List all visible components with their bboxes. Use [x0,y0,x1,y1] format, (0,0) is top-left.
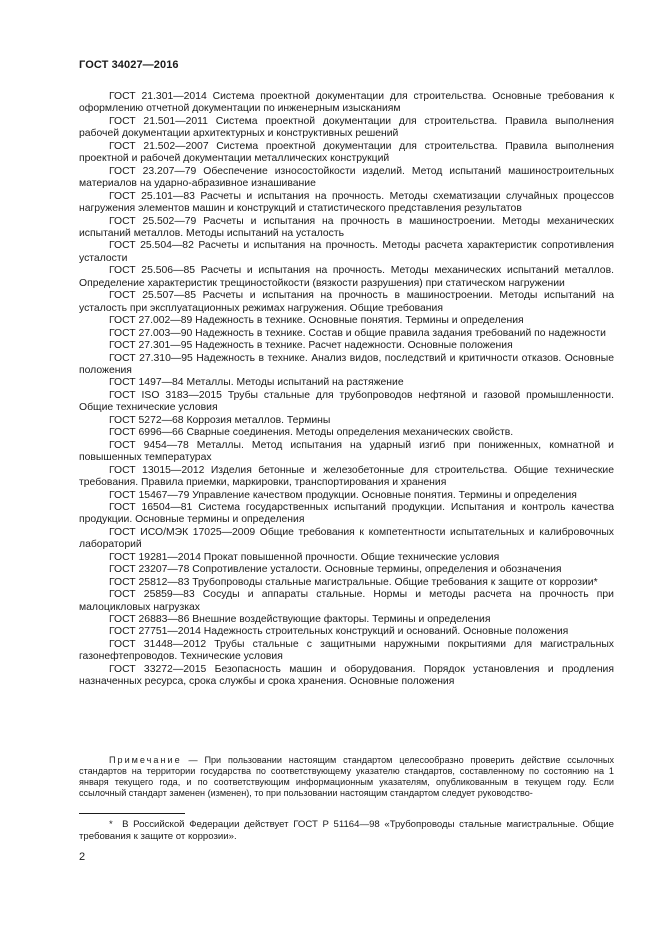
footnote-text: В Российской Федерации действует ГОСТ Р 51164—98 «Трубопроводы стальные магистральные. Общие требования к защите от коррозии». [79,819,614,842]
reference-item: ГОСТ 23207—78 Сопротивление усталости. Основные термины, определения и обозначения [109,564,562,576]
reference-item: ГОСТ 25.507—85 Расчеты и испытания на прочность в машиностроении. Методы испытаний на усталость при эксплуатационных режимах нагружения. Общие требования [79,290,614,314]
note-paragraph [79,755,614,799]
reference-item: ГОСТ 19281—2014 Прокат повышенной прочности. Общие технические условия [109,551,500,563]
reference-item: ГОСТ 6996—66 Сварные соединения. Методы определения механических свойств. [109,427,514,439]
reference-item: ГОСТ ИСО/МЭК 17025—2009 Общие требования к компетентности испытательных и калибровочных лабораторий [79,526,614,551]
reference-item: ГОСТ 9454—78 Металлы. Метод испытания на ударный изгиб при пониженных, комнатной и повышенных температурах [79,439,614,464]
reference-item: ГОСТ 25812—83 Трубопроводы стальные магистральные. Общие требования к защите от коррозии* [109,576,598,588]
reference-item: ГОСТ 33272—2015 Безопасность машин и оборудования. Порядок установления и продления назначенных ресурса, срока службы и срока хранения. Основные положения [79,663,614,688]
note-block [79,755,614,799]
reference-item: ГОСТ 13015—2012 Изделия бетонные и железобетонные для строительства. Общие технические требования. Правила приемки, маркировки, транспортирования и хранения [79,464,614,489]
reference-item: ГОСТ 15467—79 Управление качеством продукции. Основные понятия. Термины и определения [109,489,577,501]
reference-item: ГОСТ 25859—83 Сосуды и аппараты стальные. Нормы и методы расчета на прочность при малоцикловых нагрузках [79,589,614,613]
document-header: ГОСТ 34027—2016 [79,59,179,71]
reference-item: ГОСТ 16504—81 Система государственных испытаний продукции. Испытания и контроль качества продукции. Основные термины и определения [79,501,614,526]
reference-item: ГОСТ 27751—2014 Надежность строительных конструкций и оснований. Основные положения [109,626,569,638]
reference-item: ГОСТ 25.502—79 Расчеты и испытания на прочность в машиностроении. Методы механических испытаний металлов. Методы испытаний на усталость [79,215,614,239]
reference-item: ГОСТ 25.506—85 Расчеты и испытания на прочность. Методы механических испытаний металлов. Определение характеристик трещиностойкости (вязкости разрушения) при статическом нагружении [79,265,614,289]
normative-references-list [79,91,614,689]
reference-item: ГОСТ 25.101—83 Расчеты и испытания на прочность. Методы схематизации случайных процессов нагружения элементов машин и конструкций и статистического представления результатов [79,190,614,215]
reference-item: ГОСТ 21.301—2014 Система проектной документации для строительства. Основные требования к оформлению отчетной документации по инженерным изысканиям [79,91,614,115]
footnote-divider [79,813,185,814]
reference-item: ГОСТ 25.504—82 Расчеты и испытания на прочность. Методы расчета характеристик сопротивления усталости [79,240,614,264]
reference-item: ГОСТ 21.502—2007 Система проектной документации для строительства. Правила выполнения проектной и рабочей документации металлических конструкций [79,140,614,165]
reference-item: ГОСТ 27.002—89 Надежность в технике. Основные понятия. Термины и определения [109,315,524,327]
footnote [79,819,614,843]
footnote-marker: * [109,819,113,830]
reference-item: ГОСТ 5272—68 Коррозия металлов. Термины [109,414,331,426]
note-text: При пользовании настоящим стандартом целесообразно проверить действие ссылочных стандартов на территории государства по соответствующему указателю стандартов, составленному по состоянию на 1 января текущего года, и по соответствующим информационным указателям, опубликованным в текущем году. Если ссылочный стандарт заменен (изменен), то при пользовании настоящим стандартом следует руководство- [79,755,614,798]
reference-item: ГОСТ 27.003—90 Надежность в технике. Состав и общие правила задания требований по надежности [109,327,606,339]
reference-item: ГОСТ ISO 3183—2015 Трубы стальные для трубопроводов нефтяной и газовой промышленности. Общие технические условия [79,389,614,414]
note-label: Примечание [109,755,182,765]
reference-item: ГОСТ 27.310—95 Надежность в технике. Анализ видов, последствий и критичности отказов. Основные положения [79,352,614,376]
reference-item: ГОСТ 21.501—2011 Система проектной документации для строительства. Правила выполнения рабочей документации архитектурных и конструктивных решений [79,115,614,140]
reference-item: ГОСТ 1497—84 Металлы. Методы испытаний на растяжение [109,377,404,389]
reference-item: ГОСТ 31448—2012 Трубы стальные с защитными наружными покрытиями для магистральных газонефтепроводов. Технические условия [79,638,614,663]
reference-item: ГОСТ 27.301—95 Надежность в технике. Расчет надежности. Основные положения [109,340,513,352]
footnote-paragraph [79,819,614,843]
page-number: 2 [79,851,86,863]
reference-item: ГОСТ 23.207—79 Обеспечение износостойкости изделий. Метод испытаний машиностроительных материалов на ударно-абразивное изнашивание [79,165,614,190]
note-dash: — [181,755,205,765]
reference-item: ГОСТ 26883—86 Внешние воздействующие факторы. Термины и определения [109,614,491,626]
